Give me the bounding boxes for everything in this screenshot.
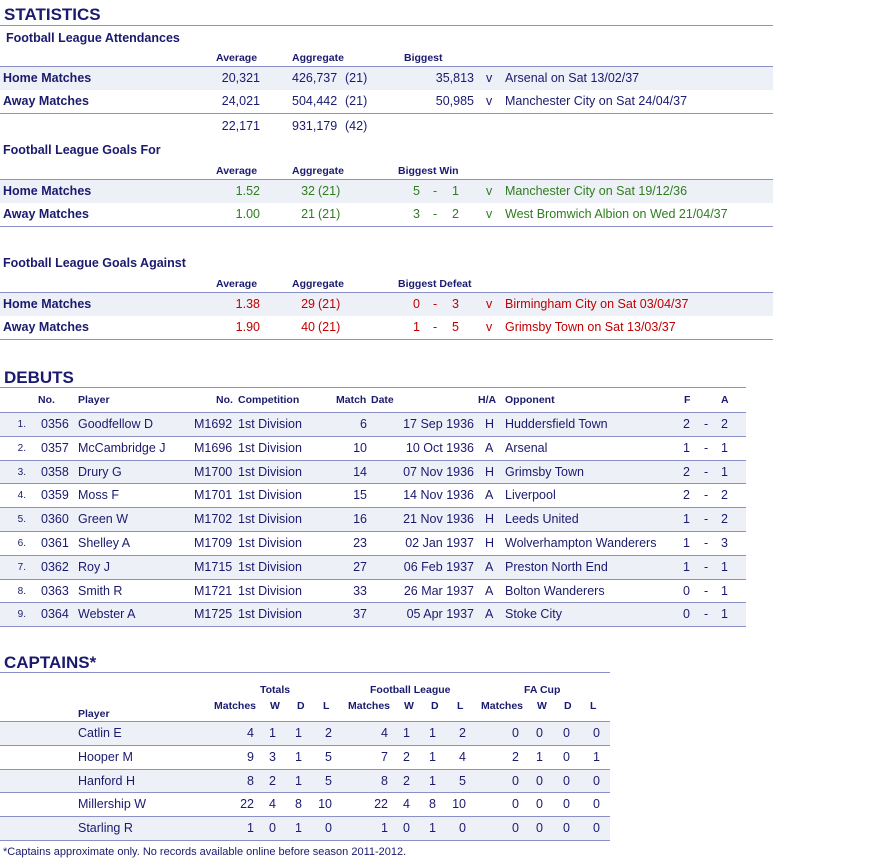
- debut-opponent: Huddersfield Town: [505, 417, 608, 431]
- captain-fl-d: 8: [429, 797, 436, 812]
- debut-ha: A: [485, 583, 494, 598]
- captain-t-w: 2: [269, 773, 276, 788]
- debut-match-no: M1721: [194, 583, 233, 598]
- captain-t-d: 1: [295, 749, 302, 764]
- debut-ha: A: [485, 607, 494, 622]
- versus: v: [486, 297, 493, 311]
- col-player: Player: [78, 394, 110, 406]
- debut-opponent: Arsenal: [505, 440, 548, 455]
- debut-match: 23: [353, 536, 367, 550]
- debut-a: 1: [721, 607, 728, 622]
- debut-dash: -: [704, 440, 709, 455]
- debut-player: Shelley A: [78, 536, 131, 550]
- debut-opponent: Liverpool: [505, 488, 556, 503]
- score-dash: -: [433, 207, 438, 221]
- attendance-total-row: [0, 115, 773, 138]
- col-t-w: W: [270, 700, 280, 712]
- captain-fa-w: 1: [536, 749, 543, 764]
- debut-date: 06 Feb 1937: [403, 559, 474, 574]
- debut-ha: A: [485, 440, 494, 455]
- debut-dash: -: [704, 488, 709, 503]
- debut-no: 0356: [41, 417, 69, 431]
- debut-player: Webster A: [78, 607, 136, 622]
- debut-opponent: Stoke City: [505, 607, 562, 622]
- captain-fl-d: 1: [429, 726, 436, 740]
- captain-t-w: 0: [269, 821, 276, 836]
- debut-no: 0362: [41, 559, 69, 574]
- col-a: A: [721, 394, 729, 406]
- score-against: 5: [452, 320, 459, 334]
- captain-fl-d: 1: [429, 749, 436, 764]
- captain-row: [0, 792, 610, 816]
- debut-dash: -: [704, 417, 709, 431]
- debut-date: 02 Jan 1937: [405, 536, 474, 550]
- captain-fl-l: 0: [459, 821, 466, 836]
- col-biggest-defeat: Biggest Defeat: [398, 278, 472, 290]
- debut-date: 07 Nov 1936: [403, 464, 474, 479]
- score-against: 2: [452, 207, 459, 221]
- captain-t-d: 1: [295, 773, 302, 788]
- col-aggregate: Aggregate: [292, 52, 344, 64]
- total-aggregate: 931,179: [292, 119, 338, 133]
- captain-fa-l: 1: [593, 749, 600, 764]
- attendance-row-home: [0, 66, 773, 90]
- captain-t-matches: 1: [247, 821, 254, 836]
- captain-fl-d: 1: [429, 773, 436, 788]
- debut-match-no: M1725: [194, 607, 233, 622]
- captain-row: [0, 721, 610, 745]
- col-biggest: Biggest: [404, 52, 443, 64]
- debut-f: 0: [683, 583, 690, 598]
- games: (21): [318, 320, 341, 334]
- debut-row: [0, 602, 746, 627]
- biggest: 35,813: [435, 71, 474, 85]
- col-t-l: L: [323, 700, 330, 712]
- debut-row: [0, 531, 746, 555]
- group-fa-cup: FA Cup: [524, 684, 561, 696]
- debut-idx: 6.: [17, 538, 26, 549]
- debut-opponent: Grimsby Town: [505, 464, 584, 479]
- col-aggregate: Aggregate: [292, 278, 344, 290]
- debut-idx: 7.: [17, 561, 26, 573]
- debut-match: 16: [353, 512, 367, 527]
- goals-for-row-away: [0, 203, 773, 227]
- attendance-title: Football League Attendances: [6, 31, 180, 45]
- aggregate: 504,442: [292, 94, 338, 108]
- divider: [0, 672, 610, 673]
- debut-match-no: M1702: [194, 512, 233, 527]
- debut-idx: 5.: [17, 514, 26, 526]
- captain-t-w: 4: [269, 797, 276, 812]
- debut-no: 0364: [41, 607, 69, 622]
- debut-f: 2: [683, 488, 690, 503]
- opponent: Arsenal on Sat 13/02/37: [505, 71, 640, 85]
- score-for: 5: [413, 184, 420, 198]
- debut-idx: 3.: [17, 466, 26, 478]
- col-date: Date: [371, 394, 394, 406]
- debut-a: 2: [721, 417, 728, 431]
- col-fl-d: D: [431, 700, 439, 712]
- col-competition: Competition: [238, 394, 300, 406]
- debut-dash: -: [704, 464, 709, 479]
- games: (21): [345, 94, 368, 108]
- captain-fa-d: 0: [563, 797, 570, 812]
- debut-player: Goodfellow D: [78, 417, 154, 431]
- goals-against-row-home: [0, 292, 773, 316]
- captain-fl-l: 5: [459, 773, 466, 788]
- debut-idx: 8.: [17, 585, 26, 597]
- debut-match-no: M1696: [194, 440, 233, 455]
- debut-a: 2: [721, 488, 728, 503]
- debut-row: [0, 555, 746, 579]
- debut-match-no: M1701: [194, 488, 233, 503]
- goals-against-title: Football League Goals Against: [3, 256, 186, 270]
- debut-idx: 1.: [17, 419, 26, 430]
- debut-f: 1: [683, 440, 690, 455]
- games: (21): [318, 207, 341, 221]
- debut-player: Drury G: [78, 464, 122, 479]
- col-match-no: No.: [216, 394, 233, 406]
- captain-fa-matches: 0: [512, 726, 519, 740]
- debut-f: 2: [683, 417, 690, 431]
- divider: [0, 25, 773, 26]
- opponent: Manchester City on Sat 24/04/37: [505, 94, 688, 108]
- captain-row: [0, 769, 610, 793]
- debut-ha: A: [485, 559, 494, 574]
- captain-fl-d: 1: [429, 821, 436, 836]
- games: (21): [318, 184, 341, 198]
- captain-fa-w: 0: [536, 797, 543, 812]
- debut-date: 05 Apr 1937: [406, 607, 474, 622]
- col-fa-d: D: [564, 700, 572, 712]
- captain-fa-w: 0: [536, 821, 543, 836]
- captain-t-d: 1: [295, 821, 302, 836]
- score-for: 0: [413, 297, 420, 311]
- debut-competition: 1st Division: [238, 583, 302, 598]
- debut-player: Green W: [78, 512, 129, 527]
- captain-player: Hanford H: [78, 773, 135, 788]
- aggregate: 40: [301, 320, 315, 334]
- captain-t-matches: 22: [240, 797, 254, 812]
- debut-idx: 9.: [17, 609, 26, 621]
- debut-dash: -: [704, 512, 709, 527]
- debut-f: 1: [683, 536, 690, 550]
- debut-row: [0, 436, 746, 460]
- debut-f: 1: [683, 512, 690, 527]
- debut-opponent: Wolverhampton Wanderers: [505, 536, 657, 550]
- captain-fa-d: 0: [563, 821, 570, 836]
- debut-match-no: M1700: [194, 464, 233, 479]
- debut-f: 2: [683, 464, 690, 479]
- aggregate: 29: [301, 297, 315, 311]
- versus: v: [486, 94, 493, 108]
- debut-player: Smith R: [78, 583, 123, 598]
- debut-f: 1: [683, 559, 690, 574]
- debut-player: Moss F: [78, 488, 119, 503]
- col-biggest-win: Biggest Win: [398, 165, 459, 177]
- games: (21): [318, 297, 341, 311]
- versus: v: [486, 71, 493, 85]
- debut-no: 0361: [41, 536, 69, 550]
- games: (21): [345, 71, 368, 85]
- debut-row: [0, 460, 746, 484]
- row-label: Away Matches: [3, 320, 89, 334]
- debut-ha: H: [485, 464, 495, 479]
- col-match: Match: [336, 394, 367, 406]
- captain-fa-l: 0: [593, 797, 600, 812]
- captain-fl-w: 2: [403, 773, 410, 788]
- captain-t-matches: 9: [247, 749, 254, 764]
- col-opponent: Opponent: [505, 394, 555, 406]
- debut-row: [0, 412, 746, 436]
- debut-player: McCambridge J: [78, 440, 166, 455]
- debut-match: 27: [353, 559, 367, 574]
- divider: [0, 387, 746, 388]
- footnote: *Captains approximate only. No records available online before season 2011-2012.: [3, 846, 407, 858]
- captain-t-matches: 4: [247, 726, 254, 740]
- col-t-d: D: [297, 700, 305, 712]
- row-label: Away Matches: [3, 207, 89, 221]
- captain-player: Hooper M: [78, 749, 133, 764]
- captain-t-l: 5: [325, 773, 332, 788]
- average: 1.52: [235, 184, 260, 198]
- statistics-title: STATISTICS: [4, 5, 101, 24]
- average: 1.00: [235, 207, 260, 221]
- score-dash: -: [433, 184, 438, 198]
- debut-a: 1: [721, 440, 728, 455]
- score-dash: -: [433, 320, 438, 334]
- col-fl-w: W: [404, 700, 414, 712]
- captain-fa-matches: 2: [512, 749, 519, 764]
- versus: v: [486, 184, 493, 198]
- biggest: 50,985: [435, 94, 474, 108]
- captain-t-d: 8: [295, 797, 302, 812]
- debut-match: 15: [353, 488, 367, 503]
- debut-competition: 1st Division: [238, 464, 302, 479]
- debut-opponent: Bolton Wanderers: [505, 583, 605, 598]
- col-average: Average: [216, 165, 258, 177]
- debut-idx: 4.: [17, 490, 26, 502]
- debut-no: 0358: [41, 464, 69, 479]
- captain-row: [0, 745, 610, 769]
- group-totals: Totals: [260, 684, 291, 696]
- score-for: 1: [413, 320, 420, 334]
- debut-idx: 2.: [17, 442, 26, 454]
- captain-fa-matches: 0: [512, 821, 519, 836]
- captain-fa-w: 0: [536, 726, 543, 740]
- captain-t-d: 1: [295, 726, 302, 740]
- goals-against-row-away: [0, 316, 773, 340]
- debut-a: 3: [721, 536, 728, 550]
- captain-fa-matches: 0: [512, 797, 519, 812]
- col-fa-matches: Matches: [481, 700, 524, 712]
- captain-fl-w: 0: [403, 821, 410, 836]
- row-label: Home Matches: [3, 184, 92, 198]
- captain-t-w: 3: [269, 749, 276, 764]
- total-games: (42): [345, 119, 368, 133]
- captain-t-l: 0: [325, 821, 332, 836]
- debuts-title: DEBUTS: [4, 368, 74, 387]
- debut-date: 10 Oct 1936: [405, 440, 474, 455]
- captains-title: CAPTAINS*: [4, 653, 97, 672]
- debut-competition: 1st Division: [238, 512, 302, 527]
- debut-player: Roy J: [78, 559, 110, 574]
- debut-no: 0363: [41, 583, 69, 598]
- debut-opponent: Leeds United: [505, 512, 579, 527]
- debut-no: 0359: [41, 488, 69, 503]
- captain-player: Catlin E: [78, 726, 122, 740]
- captain-fa-d: 0: [563, 749, 570, 764]
- col-fa-w: W: [537, 700, 547, 712]
- debut-dash: -: [704, 583, 709, 598]
- captain-row: [0, 816, 610, 841]
- debut-competition: 1st Division: [238, 607, 302, 622]
- debut-match-no: M1692: [194, 417, 233, 431]
- score-against: 3: [452, 297, 459, 311]
- debut-opponent: Preston North End: [505, 559, 608, 574]
- captain-fa-l: 0: [593, 726, 600, 740]
- captain-fa-matches: 0: [512, 773, 519, 788]
- debut-competition: 1st Division: [238, 536, 302, 550]
- row-label: Away Matches: [3, 94, 89, 108]
- captain-fl-matches: 8: [381, 773, 388, 788]
- debut-date: 17 Sep 1936: [403, 417, 474, 431]
- col-fl-matches: Matches: [348, 700, 391, 712]
- debut-no: 0357: [41, 440, 69, 455]
- col-average: Average: [216, 52, 258, 64]
- captain-t-l: 5: [325, 749, 332, 764]
- aggregate: 21: [301, 207, 315, 221]
- col-fa-l: L: [590, 700, 597, 712]
- captain-fl-matches: 1: [381, 821, 388, 836]
- debut-match: 10: [353, 440, 367, 455]
- average: 24,021: [221, 94, 260, 108]
- versus: v: [486, 207, 493, 221]
- debut-ha: A: [485, 488, 494, 503]
- debut-row: [0, 579, 746, 603]
- score-dash: -: [433, 297, 438, 311]
- col-average: Average: [216, 278, 258, 290]
- debut-match: 33: [353, 583, 367, 598]
- debut-date: 21 Nov 1936: [403, 512, 474, 527]
- captain-fl-l: 2: [459, 726, 466, 740]
- opponent: Birmingham City on Sat 03/04/37: [505, 297, 689, 311]
- debut-a: 1: [721, 583, 728, 598]
- captain-fl-matches: 7: [381, 749, 388, 764]
- debut-ha: H: [485, 512, 495, 527]
- debut-match: 37: [353, 607, 367, 622]
- debut-date: 26 Mar 1937: [403, 583, 474, 598]
- captain-fl-w: 4: [403, 797, 410, 812]
- group-football-league: Football League: [370, 684, 451, 696]
- captain-fa-d: 0: [563, 726, 570, 740]
- col-aggregate: Aggregate: [292, 165, 344, 177]
- debut-dash: -: [704, 607, 709, 622]
- captain-t-matches: 8: [247, 773, 254, 788]
- total-average: 22,171: [221, 119, 260, 133]
- debut-dash: -: [704, 559, 709, 574]
- debut-competition: 1st Division: [238, 417, 302, 431]
- aggregate: 32: [301, 184, 315, 198]
- debut-date: 14 Nov 1936: [403, 488, 474, 503]
- captain-player: Millership W: [78, 797, 147, 812]
- col-fl-l: L: [457, 700, 464, 712]
- debut-competition: 1st Division: [238, 440, 302, 455]
- captain-fa-l: 0: [593, 821, 600, 836]
- debut-competition: 1st Division: [238, 488, 302, 503]
- row-label: Home Matches: [3, 71, 92, 85]
- col-f: F: [684, 394, 691, 406]
- score-for: 3: [413, 207, 420, 221]
- captain-t-l: 2: [325, 726, 332, 740]
- attendance-row-away: [0, 90, 773, 114]
- debut-a: 1: [721, 559, 728, 574]
- debut-match-no: M1709: [194, 536, 233, 550]
- col-t-matches: Matches: [214, 700, 257, 712]
- average: 1.90: [235, 320, 260, 334]
- debut-competition: 1st Division: [238, 559, 302, 574]
- debut-f: 0: [683, 607, 690, 622]
- captain-player: Starling R: [78, 821, 133, 836]
- col-ha: H/A: [478, 394, 497, 406]
- captain-fl-w: 1: [403, 726, 410, 740]
- versus: v: [486, 320, 493, 334]
- opponent: West Bromwich Albion on Wed 21/04/37: [505, 207, 728, 221]
- captain-t-l: 10: [318, 797, 332, 812]
- captain-fl-w: 2: [403, 749, 410, 764]
- captain-fl-matches: 22: [374, 797, 388, 812]
- average: 20,321: [221, 71, 260, 85]
- captain-t-w: 1: [269, 726, 276, 740]
- debut-dash: -: [704, 536, 709, 550]
- opponent: Grimsby Town on Sat 13/03/37: [505, 320, 676, 334]
- debut-a: 2: [721, 512, 728, 527]
- captain-fa-l: 0: [593, 773, 600, 788]
- captain-fa-d: 0: [563, 773, 570, 788]
- goals-for-title: Football League Goals For: [3, 143, 161, 157]
- captain-fl-l: 10: [452, 797, 466, 812]
- average: 1.38: [235, 297, 260, 311]
- col-player-no: No.: [38, 394, 55, 406]
- aggregate: 426,737: [292, 71, 338, 85]
- debut-no: 0360: [41, 512, 69, 527]
- captain-fa-w: 0: [536, 773, 543, 788]
- debut-a: 1: [721, 464, 728, 479]
- debut-ha: H: [485, 417, 495, 431]
- captain-fl-matches: 4: [381, 726, 388, 740]
- debut-match: 6: [360, 417, 367, 431]
- captain-fl-l: 4: [459, 749, 466, 764]
- row-label: Home Matches: [3, 297, 92, 311]
- debut-match: 14: [353, 464, 367, 479]
- goals-for-row-home: [0, 179, 773, 203]
- opponent: Manchester City on Sat 19/12/36: [505, 184, 688, 198]
- score-against: 1: [452, 184, 459, 198]
- col-player: Player: [78, 708, 110, 720]
- debut-match-no: M1715: [194, 559, 233, 574]
- debut-row: [0, 483, 746, 507]
- debut-ha: H: [485, 536, 495, 550]
- debut-row: [0, 507, 746, 531]
